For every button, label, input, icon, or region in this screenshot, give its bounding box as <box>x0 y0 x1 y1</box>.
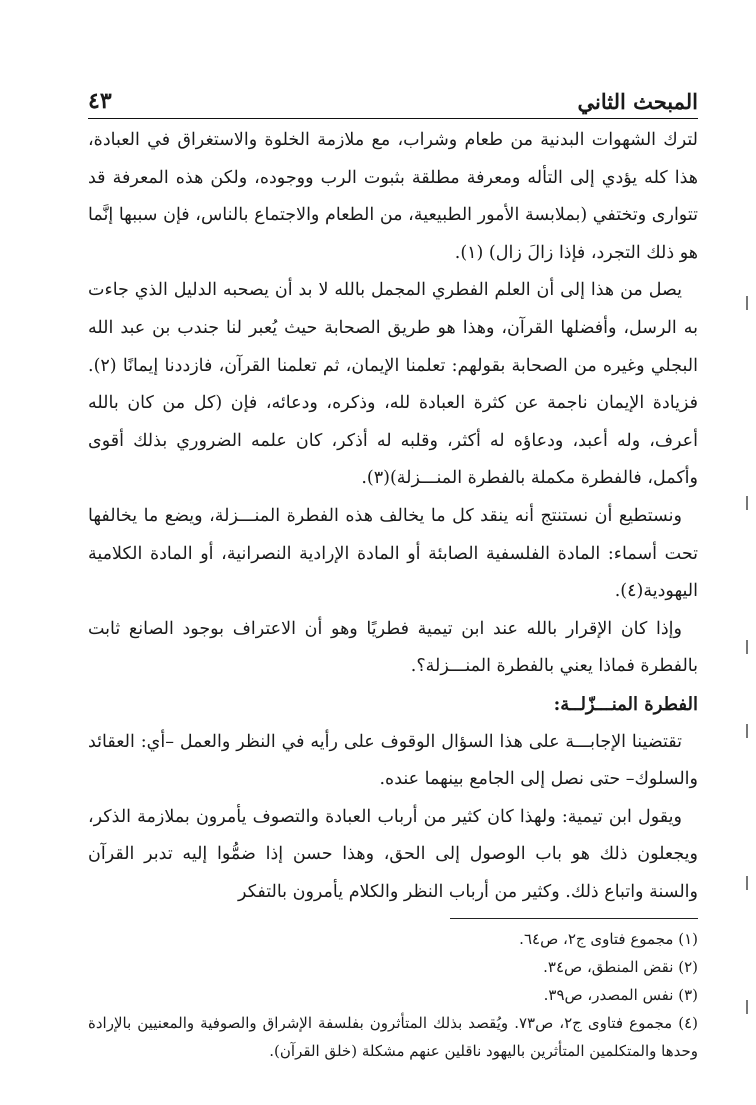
main-text <box>88 122 698 911</box>
section-subheading: الفطرة المنـــزّلــة: <box>553 693 698 715</box>
paragraph-4: وإذا كان الإقرار بالله عند ابن تيمية فطريًا وهو أن الاعتراف بوجود الصانع ثابت بالفطرة فماذا يعني بالفطرة المنـــزلة؟. <box>88 618 698 677</box>
paragraph-6: ويقول ابن تيمية: ولهذا كان كثير من أرباب العبادة والتصوف يأمرون بملازمة الذكر، ويجعلون ذلك هو باب الوصول إلى الحق، وهذا حسن إذا ضمُّوا إليه تدبر القرآن والسنة واتباع ذلك. وكثير من أرباب النظر والكلام يأمرون بالتفكر <box>88 806 698 902</box>
margin-tick <box>746 724 748 738</box>
paragraph-3: ونستطيع أن نستنتج أنه ينقد كل ما يخالف هذه الفطرة المنـــزلة، ويضع ما يخالفها تحت أسماء: المادة الفلسفية الصابئة أو المادة الإرادية النصرانية، أو المادة الكلامية اليهودية(٤). <box>88 505 698 602</box>
margin-tick <box>746 876 748 890</box>
footnote-divider <box>450 918 698 919</box>
footnote-2: (٢) نقض المنطق، ص٣٤. <box>543 958 698 976</box>
footnote-4: (٤) مجموع فتاوى ج٢، ص٧٣. ويُقصد بذلك المتأثرون بفلسفة الإشراق والصوفية والمعنيين بالإرادة وحدها والمتكلمين المتأثرين باليهود ناقلين عنهم مشكلة (خلق القرآن). <box>88 1014 698 1060</box>
page-number: ٤٣ <box>88 88 112 114</box>
paragraph-5: تقتضينا الإجابـــة على هذا السؤال الوقوف على رأيه في النظر والعمل –أي: العقائد والسلوك– حتى نصل إلى الجامع بينهما عنده. <box>88 731 698 790</box>
paragraph-2: يصل من هذا إلى أن العلم الفطري المجمل بالله لا بد أن يصحبه الدليل الذي جاءت به الرسل، وأفضلها القرآن، وهذا هو طريق الصحابة حيث يُعبر لنا جندب بن عبد الله البجلي وغيره من الصحابة بقولهم: تعلمنا الإيمان، ثم تعلمنا القرآن، فازددنا إيمانًا (٢). فزيادة الإيمان ناجمة عن كثرة العبادة لله، وذكره، ودعائه، فإن (كل من كان بالله أعرف، وله أعبد، ودعاؤه له أكثر، وقلبه له أذكر، كان علمه الضروري بذلك أقوى وأكمل، فالفطرة مكملة بالفطرة المنـــزلة)(٣). <box>88 280 698 489</box>
footnote-3: (٣) نفس المصدر، ص٣٩. <box>543 986 698 1004</box>
running-header <box>88 74 698 119</box>
paragraph-1: لترك الشهوات البدنية من طعام وشراب، مع ملازمة الخلوة والاستغراق في العبادة، هذا كله يؤدي إلى التأله ومعرفة مطلقة بثبوت الرب ووجوده، ولكن هذه المعرفة قد تتوارى وتختفي (بملابسة الأمور الطبيعية، من الطعام والاجتماع بالناس، فإن سببها إنَّما هو ذلك التجرد، فإذا زالَ زال) (١). <box>88 130 698 263</box>
chapter-title: المبحث الثاني <box>577 89 698 114</box>
margin-tick <box>746 296 748 310</box>
footnotes <box>88 925 698 1065</box>
margin-tick <box>746 1000 748 1014</box>
margin-tick <box>746 640 748 654</box>
footnote-1: (١) مجموع فتاوى ج٢، ص٦٤. <box>519 930 698 948</box>
margin-tick <box>746 496 748 510</box>
